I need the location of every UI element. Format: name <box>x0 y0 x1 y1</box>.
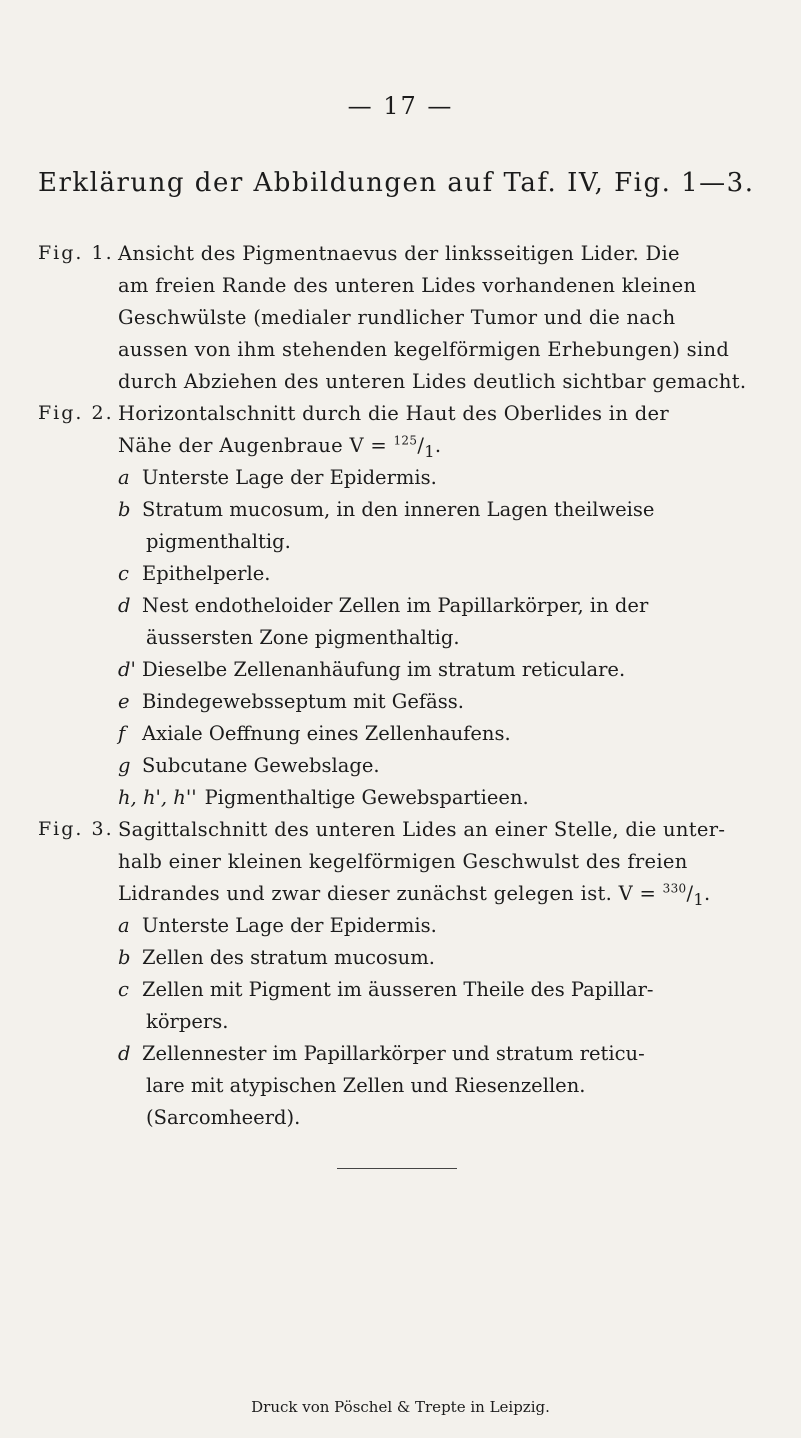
fig2-item-f <box>118 722 511 745</box>
printer-footer: Druck von Pöschel & Trepte in Leipzig. <box>251 1398 550 1416</box>
item-text: Zellen mit Pigment im äusseren Theile des Papillar- <box>142 978 654 1001</box>
fig2-item-a <box>118 466 437 489</box>
fig3-mag-sub: 1 <box>693 889 704 909</box>
item-key: d <box>118 594 131 617</box>
item-text: Pigmenthaltige Gewebspartieen. <box>204 786 529 809</box>
fig1-label: Fig. 1. <box>38 242 114 264</box>
item-key: c <box>118 562 129 585</box>
item-key: b <box>118 498 131 521</box>
fig3-label: Fig. 3. <box>38 818 114 840</box>
item-key: c <box>118 978 129 1001</box>
fig2-item-b <box>118 498 654 521</box>
section-divider <box>337 1168 457 1169</box>
item-key: h, h', h'' <box>118 786 197 809</box>
fig2-item-d-prime <box>118 658 625 681</box>
fig1-line: aussen von ihm stehenden kegelförmigen Erhebungen) sind <box>118 338 730 361</box>
item-key: f <box>118 722 126 745</box>
item-text: Zellen des stratum mucosum. <box>142 946 435 969</box>
fig2-mag-end: . <box>434 434 442 457</box>
fig2-line: Horizontalschnitt durch die Haut des Oberlides in der <box>118 402 669 425</box>
fig3-item-a <box>118 914 437 937</box>
fig2-item-d <box>118 594 648 617</box>
page-title: Erklärung der Abbildungen auf Taf. IV, Fig. 1—3. <box>38 168 755 198</box>
item-text: Dieselbe Zellenanhäufung im stratum reticulare. <box>142 658 626 681</box>
fig2-item-e <box>118 690 464 713</box>
fig3-mag-frac: / <box>686 882 694 905</box>
fig3-item-c-cont: körpers. <box>146 1010 229 1033</box>
fig2-item-d-cont: äussersten Zone pigmenthaltig. <box>146 626 460 649</box>
item-text: Bindegewebsseptum mit Gefäss. <box>142 690 464 713</box>
fig3-magnification-line <box>118 882 710 909</box>
item-text: Epithelperle. <box>142 562 271 585</box>
fig2-item-c <box>118 562 270 585</box>
item-key: d' <box>118 658 136 681</box>
item-text: Unterste Lage der Epidermis. <box>142 466 437 489</box>
item-key: a <box>118 914 130 937</box>
fig2-mag-frac: / <box>417 434 425 457</box>
fig3-item-d-cont: lare mit atypischen Zellen und Riesenzellen. <box>146 1074 586 1097</box>
fig3-mag-end: . <box>703 882 711 905</box>
fig2-item-g <box>118 754 380 777</box>
item-text: Subcutane Gewebslage. <box>142 754 380 777</box>
page-number: — 17 — <box>347 92 454 120</box>
fig3-line: Sagittalschnitt des unteren Lides an einer Stelle, die unter- <box>118 818 726 841</box>
item-key: g <box>118 754 131 777</box>
fig3-mag-sup: 330 <box>662 881 687 896</box>
item-text: Stratum mucosum, in den inneren Lagen theilweise <box>142 498 655 521</box>
fig1-line: am freien Rande des unteren Lides vorhandenen kleinen <box>118 274 697 297</box>
fig3-item-d <box>118 1042 645 1065</box>
item-text: Zellennester im Papillarkörper und stratum reticu- <box>142 1042 645 1065</box>
fig1-line: Ansicht des Pigmentnaevus der linksseitigen Lider. Die <box>118 242 680 265</box>
item-key: a <box>118 466 130 489</box>
fig2-mag-sub: 1 <box>424 441 435 461</box>
fig2-magnification-line <box>118 434 441 461</box>
fig2-item-b-cont: pigmenthaltig. <box>146 530 291 553</box>
item-key: b <box>118 946 131 969</box>
item-text: Axiale Oeffnung eines Zellenhaufens. <box>142 722 511 745</box>
fig1-line: durch Abziehen des unteren Lides deutlich sichtbar gemacht. <box>118 370 747 393</box>
item-text: Nest endotheloider Zellen im Papillarkörper, in der <box>142 594 649 617</box>
fig2-label: Fig. 2. <box>38 402 114 424</box>
fig1-line: Geschwülste (medialer rundlicher Tumor und die nach <box>118 306 676 329</box>
fig2-mag-sup: 125 <box>393 433 418 448</box>
fig3-line3-text: Lidrandes und zwar dieser zunächst gelegen ist. V = <box>118 882 657 905</box>
fig3-item-c <box>118 978 654 1001</box>
item-text: Unterste Lage der Epidermis. <box>142 914 437 937</box>
fig2-line2-text: Nähe der Augenbraue V = <box>118 434 387 457</box>
item-key: d <box>118 1042 131 1065</box>
fig3-item-d-cont2: (Sarcomheerd). <box>146 1106 301 1129</box>
fig3-item-b <box>118 946 435 969</box>
fig3-line: halb einer kleinen kegelförmigen Geschwulst des freien <box>118 850 688 873</box>
item-key: e <box>118 690 130 713</box>
fig2-item-h <box>118 786 529 809</box>
